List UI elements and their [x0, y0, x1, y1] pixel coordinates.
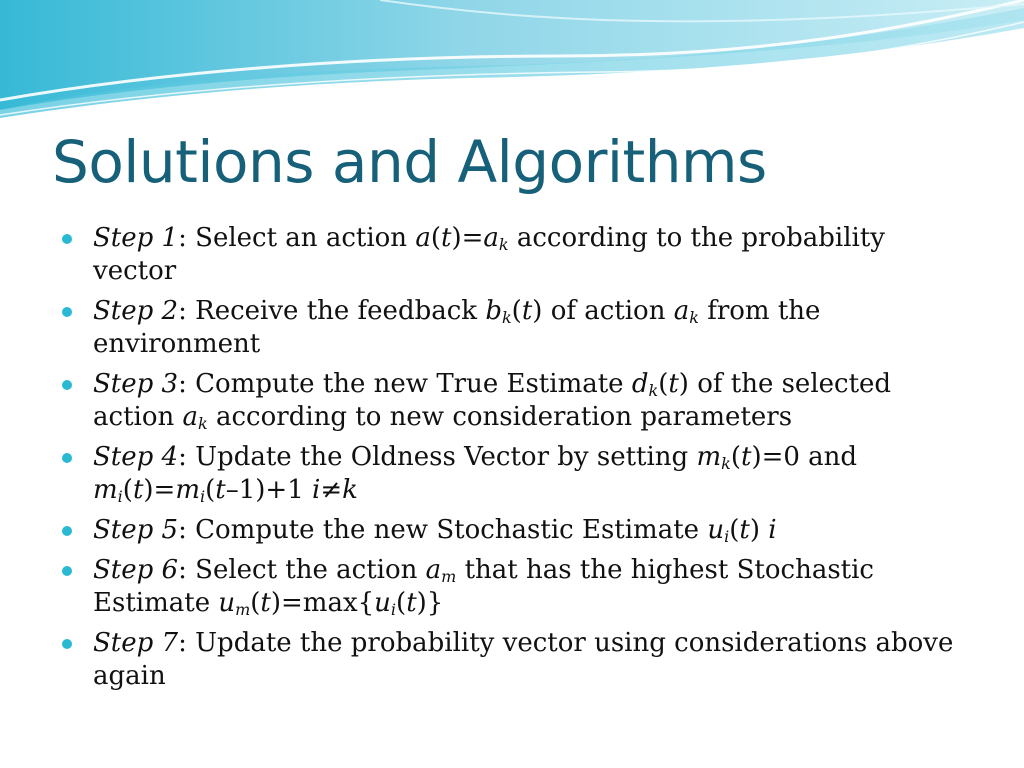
step-item	[62, 441, 972, 507]
step-label: Step 6	[93, 555, 179, 585]
step-content: Step 1: Select an action $a(t)=a_k$ according to the probability vector	[93, 223, 885, 286]
step-label: Step 4	[93, 442, 179, 472]
step-item	[62, 627, 972, 693]
step-content: Step 6: Select the action $a_m$ that has the highest Stochastic Estimate $u_m(t)=\max\{u_i(t)\}$	[93, 555, 874, 619]
step-item	[62, 295, 972, 361]
bullet-icon	[62, 380, 72, 390]
step-content: Step 2: Receive the feedback $b_k(t)$ of action $a_k$ from the environment	[93, 296, 821, 359]
step-label: Step 2	[93, 296, 179, 326]
bullet-icon	[62, 234, 72, 244]
step-item	[62, 222, 972, 288]
header-wave-decoration	[0, 0, 1024, 130]
step-item	[62, 554, 972, 620]
bullet-icon	[62, 639, 72, 649]
step-content: Step 7: Update the probability vector using considerations above again	[93, 628, 954, 691]
bullet-icon	[62, 307, 72, 317]
step-item	[62, 368, 972, 434]
step-label: Step 7	[93, 628, 179, 658]
step-content: Step 3: Compute the new True Estimate $d_k(t)$ of the selected action $a_k$ according to new consideration parameters	[93, 369, 892, 433]
slide-title: Solutions and Algorithms	[52, 128, 767, 196]
step-content: Step 5: Compute the new Stochastic Estimate $u_i(t)$ i	[93, 515, 777, 546]
step-content: Step 4: Update the Oldness Vector by setting $m_k(t)=0$ and $m_i(t)=m_i(t-1)+1$ i≠k	[93, 442, 858, 506]
step-item	[62, 514, 972, 547]
step-list	[62, 222, 972, 700]
bullet-icon	[62, 566, 72, 576]
step-label: Step 5	[93, 515, 179, 545]
bullet-icon	[62, 453, 72, 463]
step-label: Step 1	[93, 223, 179, 253]
bullet-icon	[62, 526, 72, 536]
step-label: Step 3	[93, 369, 179, 399]
